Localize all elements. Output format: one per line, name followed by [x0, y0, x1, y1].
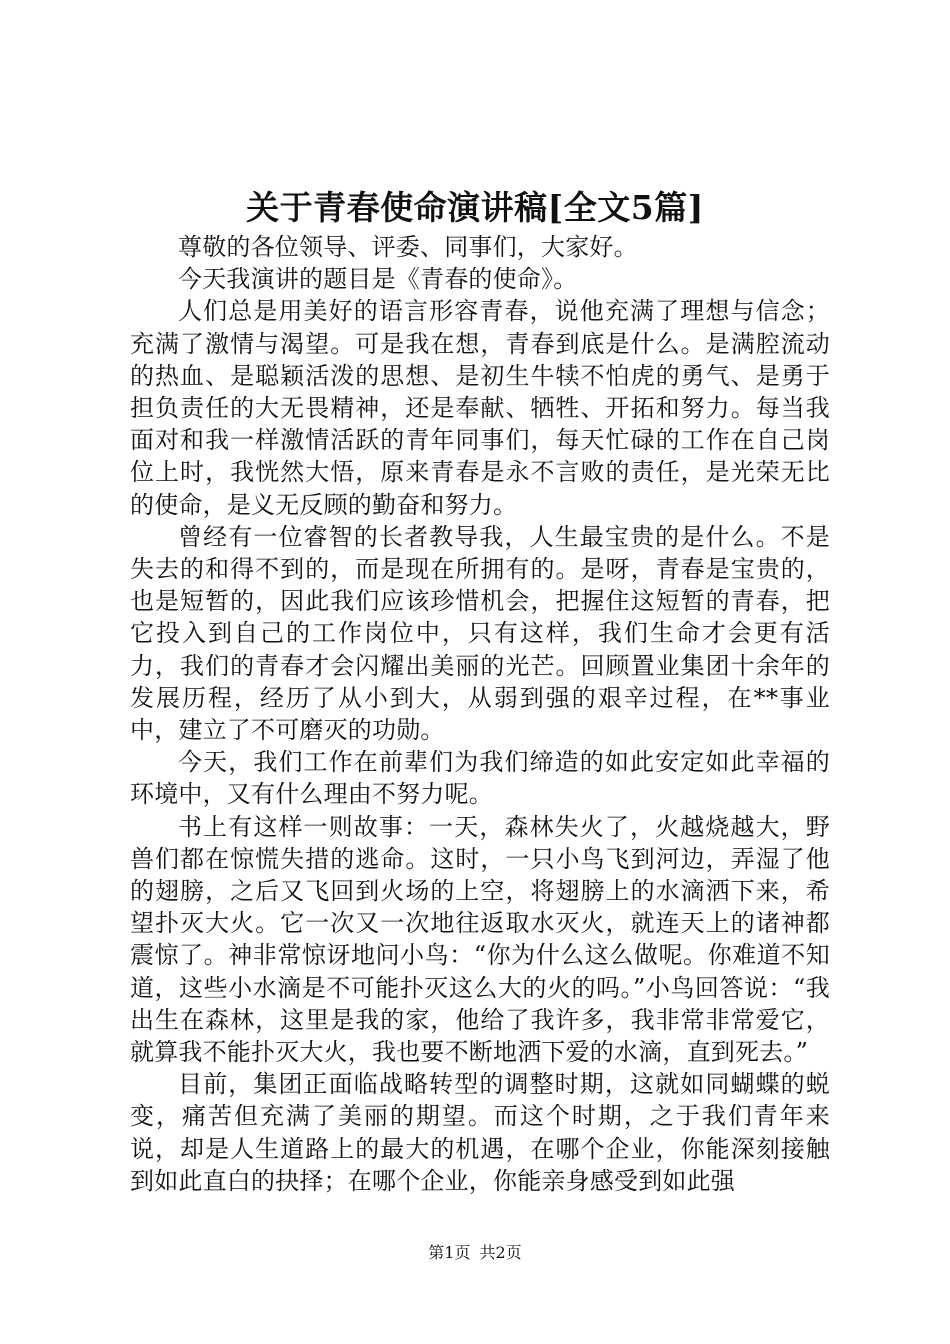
paragraph-topic: 今天我演讲的题目是《青春的使命》。	[178, 265, 578, 294]
page-number: 第1页	[428, 1243, 471, 1262]
document-body	[130, 231, 830, 1197]
paragraph-greeting: 尊敬的各位领导、评委、同事们，大家好。	[178, 233, 638, 261]
document-title: 关于青春使命演讲稿[全文5篇]	[246, 188, 704, 227]
paragraph-youth-definition: 人们总是用美好的语言形容青春，说他充满了理想与信念；充满了激情与渴望。可是我在想，青春到底是什么。是满腔流动的热血、是聪颖活泼的思想、是初生牛犊不怕虎的勇气、是勇于担负责任的大无畏精神，还是奉献、牺牲、开拓和努力。每当我面对和我一样激情活跃的青年同事们，每天忙碌的工作在自己岗位上时，我恍然大悟，原来青春是永不言败的责任，是光荣无比的使命，是义无反顾的勤奋和努力。	[130, 297, 830, 519]
page-total: 共2页	[479, 1243, 522, 1262]
paragraph-today: 今天，我们工作在前辈们为我们缔造的如此安定如此幸福的环境中，又有什么理由不努力呢。	[130, 748, 830, 809]
paragraph-bird-story: 书上有这样一则故事：一天，森林失火了，火越烧越大，野兽们都在惊慌失措的逃命。这时，一只小鸟飞到河边，弄湿了他的翅膀，之后又飞回到火场的上空，将翅膀上的水滴洒下来，希望扑灭大火。它一次又一次地往返取水灭火，就连天上的诸神都震惊了。神非常惊讶地问小鸟：“你为什么这么做呢。你难道不知道，这些小水滴是不可能扑灭这么大的火的吗。”小鸟回答说：“我出生在森林，这里是我的家，他给了我许多，我非常非常爱它，就算我不能扑灭大火，我也要不断地洒下爱的水滴，直到死去。”	[130, 812, 830, 1067]
page-footer	[0, 1242, 950, 1264]
paragraph-elder-advice: 曾经有一位睿智的长者教导我，人生最宝贵的是什么。不是失去的和得不到的，而是现在所拥有的。是呀，青春是宝贵的，也是短暂的，因此我们应该珍惜机会，把握住这短暂的青春，把它投入到自己的工作岗位中，只有这样，我们生命才会更有活力，我们的青春才会闪耀出美丽的光芒。回顾置业集团十余年的发展历程，经历了从小到大，从弱到强的艰辛过程，在**事业中，建立了不可磨灭的功勋。	[130, 522, 830, 745]
paragraph-transformation: 目前，集团正面临战略转型的调整时期，这就如同蝴蝶的蜕变，痛苦但充满了美丽的期望。而这个时期，之于我们青年来说，却是人生道路上的最大的机遇，在哪个企业，你能深刻接触到如此直白的抉择；在哪个企业，你能亲身感受到如此强	[130, 1070, 830, 1195]
